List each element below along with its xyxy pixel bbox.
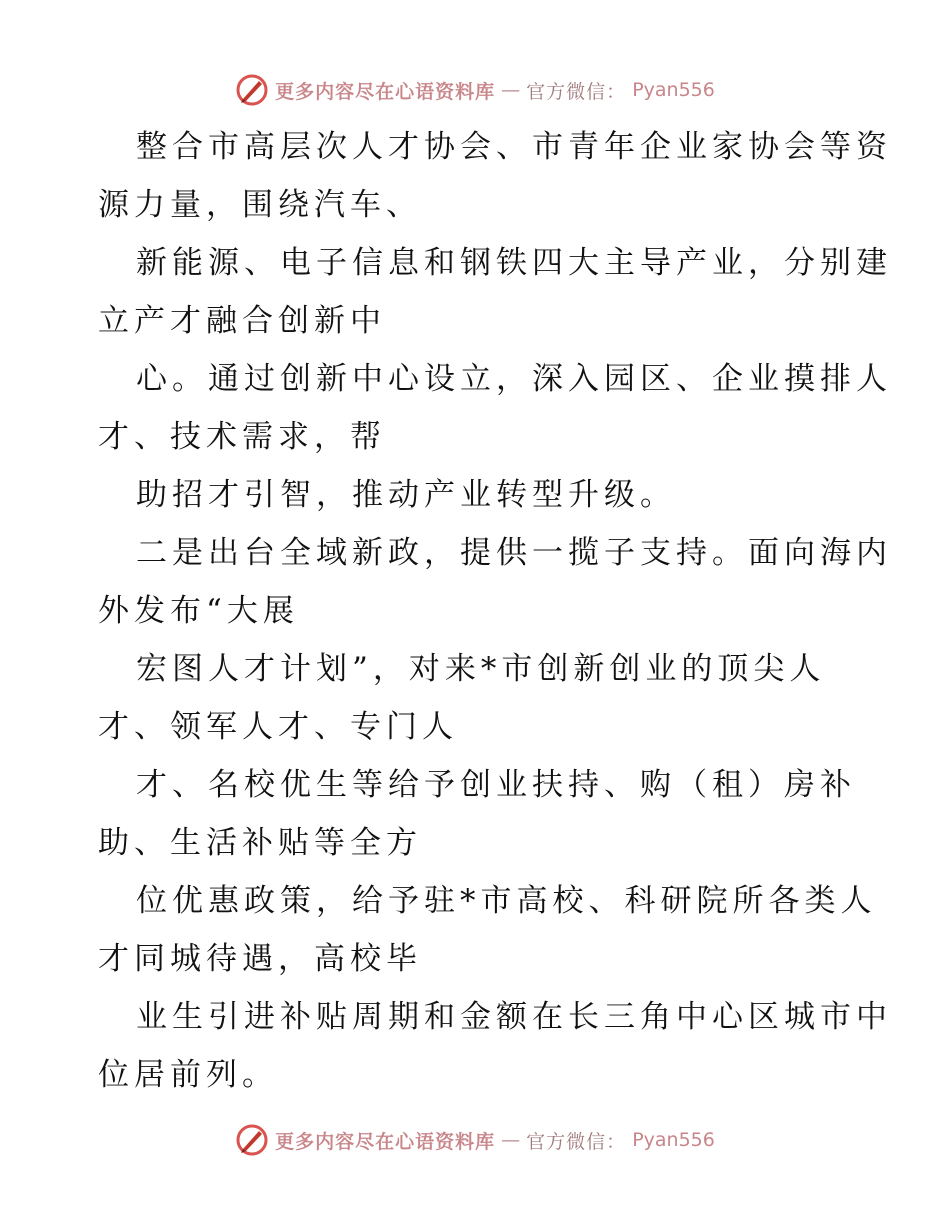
watermark-wechat-id: Pyan556 [632, 79, 715, 101]
text-line: 立产才融合创新中 [98, 303, 386, 339]
watermark-title: 更多内容尽在心语资料库 [275, 1130, 496, 1153]
text-line: 源力量，围绕汽车、 [98, 187, 422, 223]
text-line: 才同城待遇，高校毕 [98, 941, 422, 977]
text-line: 位优惠政策，给予驻*市高校、科研院所各类人 [136, 883, 877, 919]
text-line: 宏图人才计划”，对来*市创新创业的顶尖人 [136, 651, 826, 687]
text-line: 心。通过创新中心设立，深入园区、企业摸排人 [136, 361, 892, 397]
text-line: 才、名校优生等给予创业扶持、购（租）房补 [136, 767, 856, 803]
watermark-wechat-id: Pyan556 [632, 1129, 715, 1151]
footer-watermark [0, 1120, 950, 1160]
text-line: 才、技术需求，帮 [98, 419, 386, 455]
text-line: 二是出台全域新政，提供一揽子支持。面向海内 [136, 535, 892, 571]
watermark-official-label: 官方微信： [526, 80, 627, 103]
text-line: 位居前列。 [98, 1057, 278, 1093]
watermark-title: 更多内容尽在心语资料库 [275, 80, 496, 103]
text-line: 助、生活补贴等全方 [98, 825, 422, 861]
text-line: 外发布“大展 [98, 593, 299, 629]
text-line: 业生引进补贴周期和金额在长三角中心区城市中 [136, 999, 892, 1035]
text-line: 新能源、电子信息和钢铁四大主导产业，分别建 [136, 245, 892, 281]
text-line: 整合市高层次人才协会、市青年企业家协会等资 [136, 129, 892, 165]
watermark-official-label: 官方微信： [526, 1130, 627, 1153]
text-line: 才、领军人才、专门人 [98, 709, 458, 745]
quill-logo-icon [235, 73, 269, 107]
watermark-dash: — [501, 79, 521, 101]
text-line: 助招才引智，推动产业转型升级。 [136, 477, 676, 513]
document-body [98, 118, 892, 1104]
watermark-dash: — [501, 1129, 521, 1151]
header-watermark [0, 70, 950, 110]
quill-logo-icon [235, 1123, 269, 1157]
